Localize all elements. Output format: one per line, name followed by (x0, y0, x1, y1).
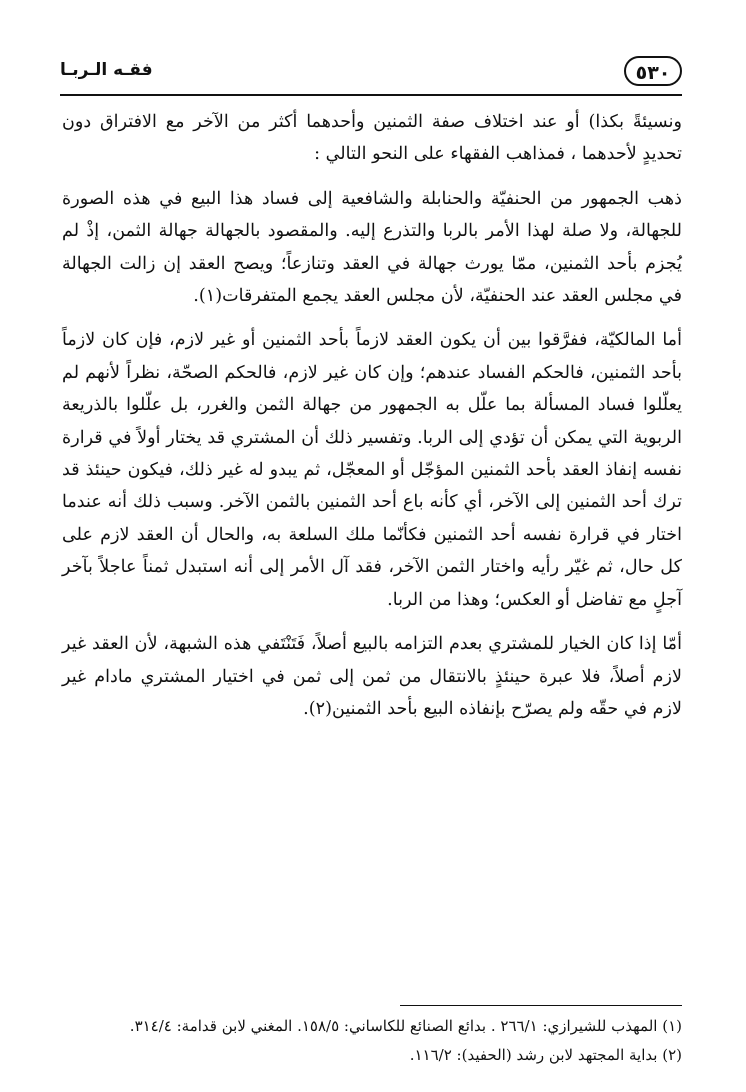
page-header (60, 56, 682, 96)
footnote-1: (١) المهذب للشيرازي: ٢٦٦/١ . بدائع الصنائع للكاساني: ١٥٨/٥. المغني لابن قدامة: ٣١٤/٤. (129, 1017, 682, 1035)
page-number: ٥٣٠ (624, 56, 682, 86)
footnote-2: (٢) بداية المجتهد لابن رشد (الحفيد): ١١٦/٢. (409, 1046, 682, 1064)
paragraph-majority-view: ذهب الجمهور من الحنفيّة والحنابلة والشافعية إلى فساد هذا البيع في هذه الصورة للجهالة، ولا صلة لهذا الأمر بالربا والتذرع إليه. والمقصود بالجهالة جهالة الثمن، إذْ لم يُجزم بأحد الثمنين، ممّا يورث جهالة في العقد وتنازعاً؛ ويصح العقد إن زالت الجهالة في مجلس العقد عند الحنفيّة، لأن مجلس العقد يجمع المتفرقات(١). (62, 188, 682, 307)
paragraph-buyer-option: أمّا إذا كان الخيار للمشتري بعدم التزامه بالبيع أصلاً، فَتَنْتَفي هذه الشبهة، لأن العقد غير لازم أصلاً، فلا عبرة حينئذٍ بالانتقال من ثمن إلى ثمن في اختيار المشتري مادام غير لازم في حقّه ولم يصرّح بإنفاذه البيع بأحد الثمنين(٢). (62, 634, 682, 719)
paragraph-maliki-view: أما المالكيّة، ففرَّقوا بين أن يكون العقد لازماً بأحد الثمنين أو غير لازم، فإن كان لازماً بأحد الثمنين، فالحكم الفساد عندهم؛ وإن كان غير لازم، فالحكم الصحّة، نظراً لأنهم لم يعلّلوا فساد المسألة بما علّل به الجمهور من جهالة الثمن والغرر، بل علّلوا بالذريعة الربوية التي يمكن أن تؤدي إلى الربا. وتفسير ذلك أن المشتري قد يختار أولاً في قرارة نفسه إنفاذ العقد بأحد الثمنين المؤجّل أو المعجّل، ثم يبدو له غير ذلك، فيكون حينئذ قد ترك أحد الثمنين إلى الآخر، أي كأنه باع أحد الثمنين بالثمن الآخر. وسبب ذلك أنه عندما اختار في قرارة نفسه أحد الثمنين فكأنّما ملك السلعة به، والحال أن العقد لازم على كل حال، ثم غيّر رأيه واختار الثمن الآخر، فقد آل الأمر إلى أنه استبدل ثمناً عاجلاً بآخر آجلٍ مع تفاضل أو العكس؛ وهذا من الربا. (62, 330, 682, 610)
header-rule (60, 94, 682, 96)
running-title: فقـه الـربـا (60, 60, 153, 80)
paragraph-continuation: ونسيئةً بكذا) أو عند اختلاف صفة الثمنين وأحدهما أكثر من الآخر مع الافتراق دون تحديدٍ لأحدهما ، فمذاهب الفقهاء على النحو التالي : (62, 112, 682, 165)
main-text (62, 106, 682, 725)
footnotes (66, 1014, 682, 1068)
footnote-separator (400, 1005, 682, 1006)
